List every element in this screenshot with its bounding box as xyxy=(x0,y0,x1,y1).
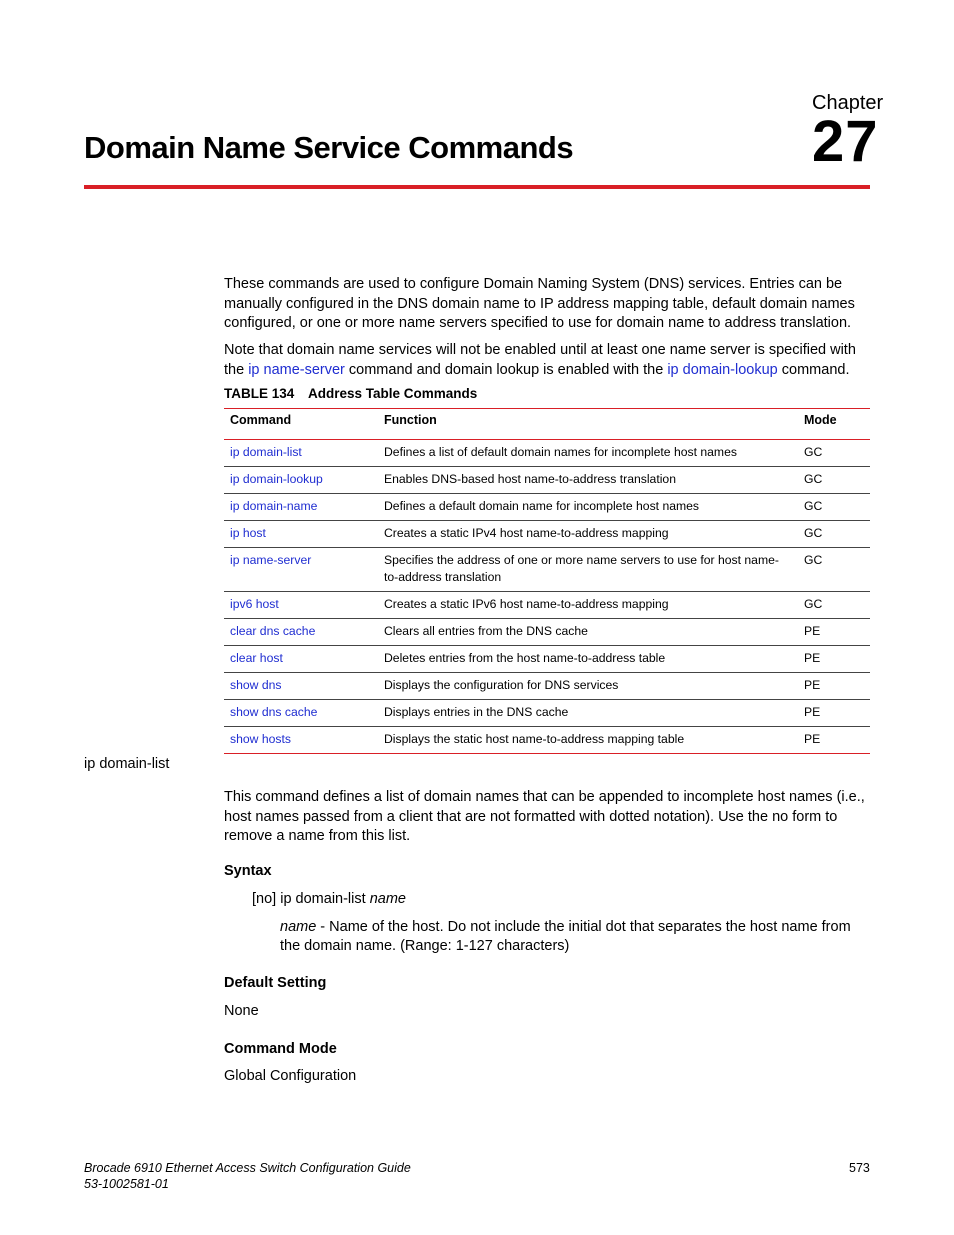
note-text-c: command. xyxy=(777,361,850,378)
header-mode: Mode xyxy=(798,409,870,440)
desc-text-a: This command defines a list of domain names that can be appended to incomplete host names (i.e., host names passed from a client that are not formatted with dotted notation). Use the xyxy=(224,789,865,825)
table-row xyxy=(224,592,870,619)
command-link[interactable]: clear dns cache xyxy=(224,619,378,646)
mode-cell: GC xyxy=(798,494,870,521)
command-link[interactable]: ip domain-list xyxy=(224,440,378,467)
note-text-b: command and domain lookup is enabled with the xyxy=(344,361,668,378)
function-cell: Creates a static IPv6 host name-to-address mapping xyxy=(378,592,798,619)
syntax-line xyxy=(252,891,406,907)
footer-doc-number: 53-1002581-01 xyxy=(84,1177,169,1191)
table-row xyxy=(224,727,870,754)
command-link[interactable]: ip domain-lookup xyxy=(224,467,378,494)
command-link[interactable]: ipv6 host xyxy=(224,592,378,619)
mode-cell: GC xyxy=(798,548,870,592)
command-link[interactable]: ip name-server xyxy=(224,548,378,592)
table-row xyxy=(224,521,870,548)
syntax-close: ] xyxy=(272,891,281,907)
table-header-row xyxy=(224,409,870,440)
table-row xyxy=(224,440,870,467)
mode-cell: PE xyxy=(798,700,870,727)
parameter-text: - Name of the host. Do not include the initial dot that separates the host name from the domain name. (Range: 1-127 characters) xyxy=(280,919,851,954)
chapter-number: 27 xyxy=(812,109,879,174)
mode-cell: PE xyxy=(798,619,870,646)
mode-cell: GC xyxy=(798,440,870,467)
table-row xyxy=(224,548,870,592)
table-caption xyxy=(224,386,477,401)
link-ip-domain-lookup[interactable]: ip domain-lookup xyxy=(667,361,778,378)
function-cell: Creates a static IPv4 host name-to-address mapping xyxy=(378,521,798,548)
desc-no-keyword: no xyxy=(772,808,789,825)
function-cell: Clears all entries from the DNS cache xyxy=(378,619,798,646)
syntax-no: no xyxy=(256,891,273,907)
function-cell: Specifies the address of one or more name servers to use for host name-to-address translation xyxy=(378,548,798,592)
title-divider xyxy=(84,185,870,189)
note-text-a: Note that domain name services will not be enabled until at least one name server is specified with the xyxy=(224,342,856,378)
function-cell: Defines a list of default domain names for incomplete host names xyxy=(378,440,798,467)
mode-cell: GC xyxy=(798,467,870,494)
table-caption-title: Address Table Commands xyxy=(308,386,478,401)
mode-cell: PE xyxy=(798,727,870,754)
table-row xyxy=(224,494,870,521)
table-row xyxy=(224,646,870,673)
mode-cell: GC xyxy=(798,521,870,548)
intro-note xyxy=(224,341,870,380)
mode-cell: PE xyxy=(798,673,870,700)
mode-cell: PE xyxy=(798,646,870,673)
section-heading: ip domain-list xyxy=(84,756,170,772)
syntax-open: [ xyxy=(252,891,257,907)
table-row xyxy=(224,619,870,646)
footer-guide-title: Brocade 6910 Ethernet Access Switch Configuration Guide xyxy=(84,1161,411,1175)
function-cell: Displays the configuration for DNS services xyxy=(378,673,798,700)
footer-page-number: 573 xyxy=(849,1161,870,1175)
syntax-heading: Syntax xyxy=(224,863,272,879)
table-caption-label: TABLE 134 xyxy=(224,386,295,401)
command-link[interactable]: show dns cache xyxy=(224,700,378,727)
syntax-command: ip domain-list xyxy=(280,891,366,907)
function-cell: Displays the static host name-to-address mapping table xyxy=(378,727,798,754)
default-setting-value: None xyxy=(224,1003,259,1019)
command-link[interactable]: ip domain-name xyxy=(224,494,378,521)
table-row xyxy=(224,673,870,700)
syntax-argument: name xyxy=(369,891,406,907)
default-setting-heading: Default Setting xyxy=(224,975,327,991)
commands-table xyxy=(224,408,870,754)
function-cell: Displays entries in the DNS cache xyxy=(378,700,798,727)
function-cell: Enables DNS-based host name-to-address translation xyxy=(378,467,798,494)
command-link[interactable]: show dns xyxy=(224,673,378,700)
header-function: Function xyxy=(378,409,798,440)
section-description xyxy=(224,788,870,847)
link-ip-name-server[interactable]: ip name-server xyxy=(248,361,345,378)
command-link[interactable]: ip host xyxy=(224,521,378,548)
desc-text-b: form to remove a name from this list. xyxy=(224,808,838,844)
page-title: Domain Name Service Commands xyxy=(84,130,574,165)
command-link[interactable]: show hosts xyxy=(224,727,378,754)
mode-cell: GC xyxy=(798,592,870,619)
command-link[interactable]: clear host xyxy=(224,646,378,673)
table-row xyxy=(224,700,870,727)
chapter-label: Chapter xyxy=(812,92,884,114)
command-mode-value: Global Configuration xyxy=(224,1068,357,1084)
table-row xyxy=(224,467,870,494)
parameter-name: name xyxy=(280,919,317,935)
function-cell: Defines a default domain name for incomplete host names xyxy=(378,494,798,521)
function-cell: Deletes entries from the host name-to-address table xyxy=(378,646,798,673)
command-mode-heading: Command Mode xyxy=(224,1041,337,1057)
header-command: Command xyxy=(224,409,378,440)
intro-paragraph: These commands are used to configure Domain Naming System (DNS) services. Entries can be manually configured in the DNS domain name to IP address mapping table, default domain names configured, or one or more name servers specified to use for domain name to address translation. xyxy=(224,276,855,331)
parameter-description xyxy=(280,918,872,956)
